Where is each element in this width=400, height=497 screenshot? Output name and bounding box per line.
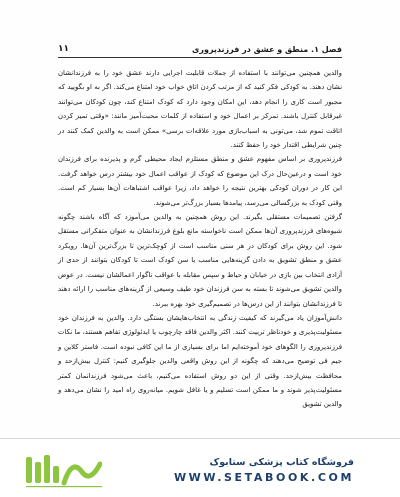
store-url[interactable]: WWW.SETABOOK.COM xyxy=(173,471,354,484)
publisher-footer xyxy=(0,438,400,497)
paragraph: گرفتن تصمیمات مستقلی بگیرند. این روش همچنین به والدین می‌آموزد که آگاه باشند چگونه شیوه‌های فرزندپروری آن‌ها ممکن است ناخواسته مانع بلوغ فرزندانشان به عنوان متفکرانی مستقل شود. این روش برای کودکان در هر سنی مناسب است از کوچک‌ترین تا بزرگ‌ترین آن‌ها. رویکرد عشق و منطق تشویق به دادن گزینه‌هایی مناسب با سن کودک است تا کودکان بتوانند از حدی از آزادی انتخاب بین بازی در خیابان و حیاط و سپس مقابله با عواقب ناگوار اعمالشان نیست. در عوض والدین تشویق می‌شوند تا بسته به سن فرزندان خود طیف وسیعی از گزینه‌های مناسب را ارائه دهند تا فرزندانشان بتوانند از این درس‌ها در تصمیم‌گیری خود بهره ببرند. xyxy=(58,213,342,308)
paragraph: والدین همچنین می‌توانند با استفاده از جملات قابلیت اجرایی دارند عشق خود را به فرزندانشان نشان دهند. به کودکی فکر کنید که از مرتب کردن اتاق خواب خود امتناع می‌کند. اگر به او بگویید که مجبور است کاری را انجام دهد، این امکان وجود دارد که کودک امتناع کند، چون کودکان می‌توانند غیرقابل کنترل باشند. تمرکز بر اعمال خود و استفاده از کلمات محبت‌آمیز مانند: «وقتی تمیز کردن اتاقت تموم شد، می‌تونی به اسباب‌بازی مورد علاقه‌ات برسی» ممکن است به والدین کمک کنند در چنین شرایطی اقتدار خود را حفظ کنند. xyxy=(58,69,342,150)
header-rule xyxy=(58,57,342,58)
chapter-title: فصل ۱. منطق و عشق در فرزندپروری xyxy=(192,44,342,54)
store-name: فروشگاه کتاب پزشکی ستابوک xyxy=(209,457,354,468)
body-text xyxy=(58,66,342,412)
running-header xyxy=(58,42,342,56)
paragraph: فرزندپروری بر اساس مفهوم عشق و منطق مستلزم ایجاد محیطی گرم و پذیرنده برای فرزندان خود است و درعین‌حال درک این موضوع که کودک از عواقب اعمال خود بیشتر درس خواهد گرفت. این کار در دوران کودکی بهترین نتیجه را خواهد داد، زیرا عواقب اشتباهات آن‌ها بسیار کم است. وقتی کودک به بزرگسالی می‌رسد، پیامدها بسیار بزرگ‌تر می‌شوند. xyxy=(58,155,342,207)
paragraph: دانش‌آموزان یاد می‌گیرند که کیفیت زندگی به انتخاب‌هایشان بستگی دارد. والدین به فرزندان خود مسئولیت‌پذیری و خودناظر تربیت کنند. اکثر والدین فاقد چارچوب یا ایدئولوژی تفاهم هستند، ما نکات فرزندپروری را الگوهای خود آموخته‌ایم اما برای بسیاری از ما این کافی نبوده است. فاستر کلاین و جیم فی توضیح می‌دهند که چگونه از این روش واقعی والدین جلوگیری کنیم: کنترل بیش‌ازحد و محافظت بیش‌ازحد. وقتی از این دو روش استفاده می‌کنیم، باعث می‌شود فرزندانمان کمتر مسئولیت‌پذیر شوند و ما ممکن است تسلیم و یا غافل شویم. میانه‌روی راه امید را نشان می‌دهد و والدین تشویق xyxy=(58,313,342,409)
page-number: ۱۱ xyxy=(58,44,69,54)
setabook-logo xyxy=(26,452,102,492)
